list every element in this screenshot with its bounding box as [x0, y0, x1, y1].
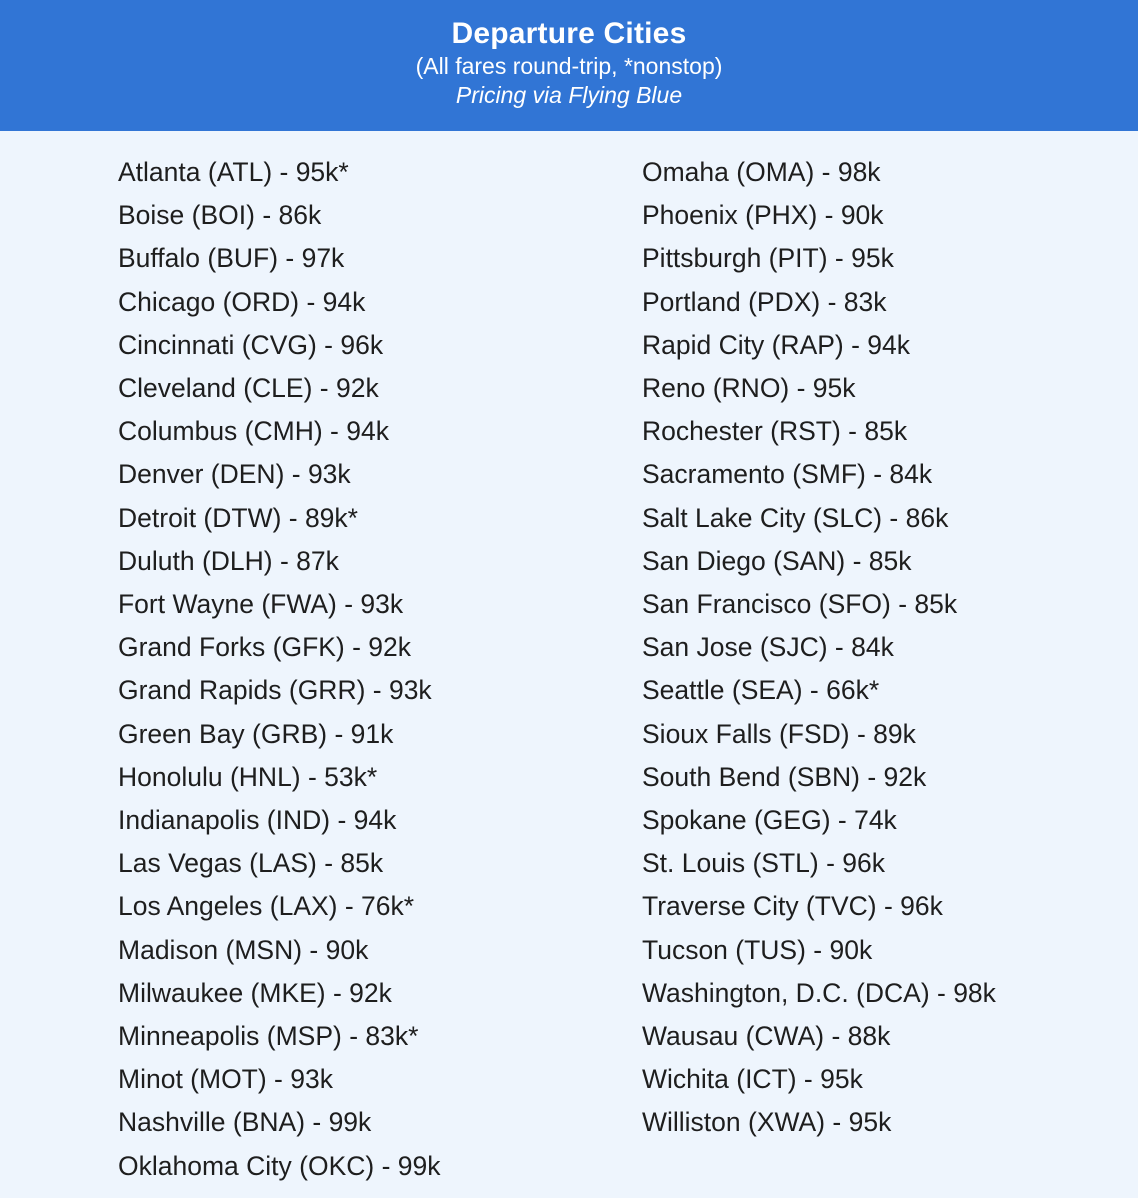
city-fare-item: Traverse City (TVC) - 96k	[642, 891, 943, 922]
city-fare-item: Fort Wayne (FWA) - 93k	[118, 589, 404, 620]
header-banner	[0, 0, 1138, 131]
city-fare-item: Washington, D.C. (DCA) - 98k	[642, 977, 996, 1008]
city-fare-item: Columbus (CMH) - 94k	[118, 416, 389, 447]
city-fare-item: Honolulu (HNL) - 53k*	[118, 761, 378, 792]
city-fare-item: Las Vegas (LAS) - 85k	[118, 848, 384, 879]
city-fare-item: San Jose (SJC) - 84k	[642, 632, 894, 663]
city-fare-item: Minot (MOT) - 93k	[118, 1064, 333, 1095]
city-fare-item: Pittsburgh (PIT) - 95k	[642, 243, 894, 274]
city-list-container	[0, 131, 1138, 1198]
city-fare-item: Atlanta (ATL) - 95k*	[118, 157, 349, 187]
city-fare-item: Oklahoma City (OKC) - 99k	[118, 1150, 441, 1181]
city-fare-item: Grand Rapids (GRR) - 93k	[118, 675, 432, 706]
city-list-right	[642, 151, 996, 1145]
city-fare-item: Los Angeles (LAX) - 76k*	[118, 891, 415, 922]
city-fare-item: Boise (BOI) - 86k	[118, 200, 322, 231]
city-fare-item: Reno (RNO) - 95k	[642, 373, 856, 404]
city-fare-item: Indianapolis (IND) - 94k	[118, 805, 397, 836]
city-fare-item: Buffalo (BUF) - 97k	[118, 243, 345, 274]
city-fare-item: Denver (DEN) - 93k	[118, 459, 351, 490]
city-fare-item: South Bend (SBN) - 92k	[642, 761, 927, 792]
pricing-source: Pricing via Flying Blue	[455, 82, 683, 108]
city-fare-item: San Diego (SAN) - 85k	[642, 545, 912, 576]
city-fare-item: St. Louis (STL) - 96k	[642, 848, 886, 879]
city-fare-item: Cleveland (CLE) - 92k	[118, 373, 379, 404]
city-fare-item: Tucson (TUS) - 90k	[642, 934, 873, 965]
city-fare-item: Phoenix (PHX) - 90k	[642, 200, 884, 231]
city-fare-item: Williston (XWA) - 95k	[642, 1107, 892, 1138]
city-fare-item: Rapid City (RAP) - 94k	[642, 329, 911, 360]
city-fare-item: Portland (PDX) - 83k	[642, 286, 887, 317]
city-fare-item: Sacramento (SMF) - 84k	[642, 459, 933, 490]
city-fare-item: Salt Lake City (SLC) - 86k	[642, 502, 949, 533]
city-fare-item: Nashville (BNA) - 99k	[118, 1107, 372, 1138]
city-fare-item: Duluth (DLH) - 87k	[118, 545, 339, 576]
city-fare-item: Detroit (DTW) - 89k*	[118, 502, 358, 533]
city-fare-item: Cincinnati (CVG) - 96k	[118, 329, 384, 360]
city-fare-item: Green Bay (GRB) - 91k	[118, 718, 394, 749]
city-fare-item: San Francisco (SFO) - 85k	[642, 589, 958, 620]
city-fare-item: Omaha (OMA) - 98k	[642, 157, 881, 187]
city-fare-item: Wausau (CWA) - 88k	[642, 1021, 891, 1052]
city-fare-item: Grand Forks (GFK) - 92k	[118, 632, 412, 663]
page-title: Departure Cities	[451, 17, 687, 50]
city-fare-item: Spokane (GEG) - 74k	[642, 805, 897, 836]
city-fare-item: Milwaukee (MKE) - 92k	[118, 977, 392, 1008]
city-fare-item: Chicago (ORD) - 94k	[118, 286, 366, 317]
city-fare-item: Madison (MSN) - 90k	[118, 934, 369, 965]
page-subtitle: (All fares round-trip, *nonstop)	[415, 53, 723, 79]
city-fare-item: Wichita (ICT) - 95k	[642, 1064, 863, 1095]
city-fare-item: Minneapolis (MSP) - 83k*	[118, 1021, 419, 1052]
city-list-left	[118, 151, 441, 1188]
city-fare-item: Sioux Falls (FSD) - 89k	[642, 718, 916, 749]
city-fare-item: Rochester (RST) - 85k	[642, 416, 908, 447]
city-fare-item: Seattle (SEA) - 66k*	[642, 675, 880, 706]
